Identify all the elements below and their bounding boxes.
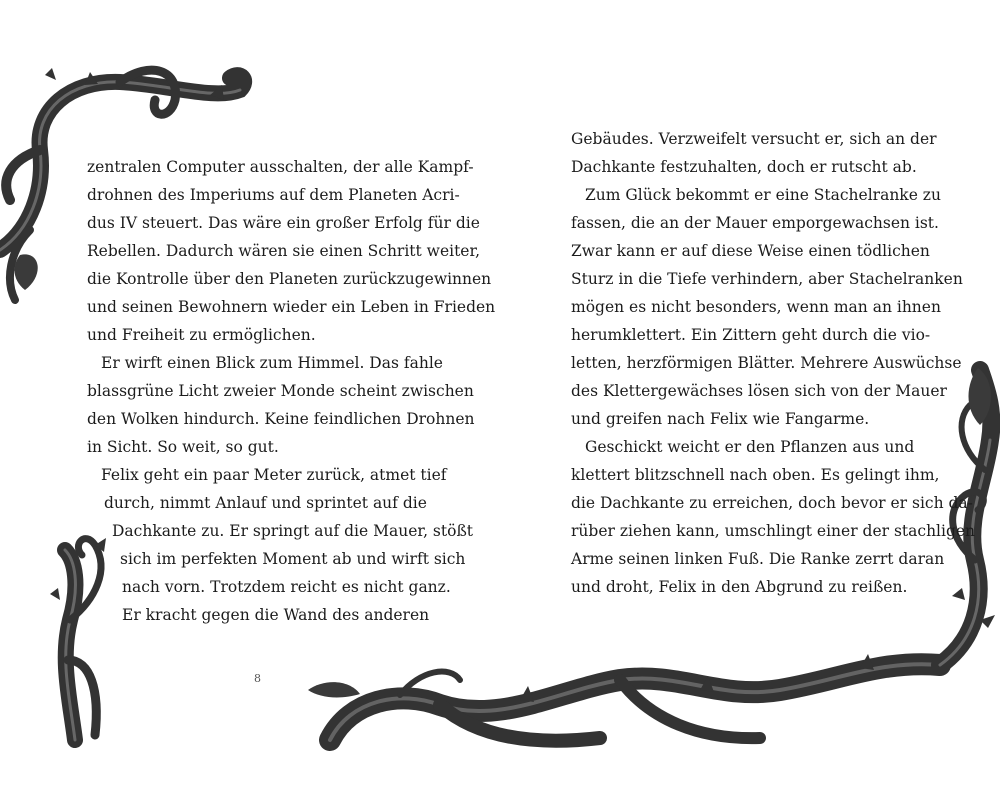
left-line-9: blassgrüne Licht zweier Monde scheint zwischen bbox=[87, 382, 474, 400]
left-line-2: drohnen des Imperiums auf dem Planeten Acri- bbox=[87, 186, 460, 204]
left-line-12: Felix geht ein paar Meter zurück, atmet tief bbox=[101, 466, 447, 484]
left-line-14: Dachkante zu. Er springt auf die Mauer, stößt bbox=[112, 522, 474, 540]
right-line-15: rüber ziehen kann, umschlingt einer der stachligen bbox=[571, 522, 976, 540]
right-line-2: Dachkante festzuhalten, doch er rutscht ab. bbox=[571, 158, 917, 176]
right-line-6: Sturz in die Tiefe verhindern, aber Stachelranken bbox=[571, 270, 963, 288]
page-number: 8 bbox=[254, 672, 261, 685]
left-line-8: Er wirft einen Blick zum Himmel. Das fahle bbox=[101, 354, 443, 372]
right-line-16: Arme seinen linken Fuß. Die Ranke zerrt daran bbox=[571, 550, 945, 568]
right-line-8: herumklettert. Ein Zittern geht durch die vio- bbox=[571, 326, 931, 344]
left-line-3: dus IV steuert. Das wäre ein großer Erfolg für die bbox=[87, 214, 480, 232]
right-line-11: und greifen nach Felix wie Fangarme. bbox=[571, 410, 870, 428]
left-line-4: Rebellen. Dadurch wären sie einen Schritt weiter, bbox=[87, 242, 481, 260]
left-line-17: Er kracht gegen die Wand des anderen bbox=[122, 606, 430, 624]
left-line-7: und Freiheit zu ermöglichen. bbox=[87, 326, 316, 344]
left-line-15: sich im perfekten Moment ab und wirft sich bbox=[120, 550, 466, 568]
right-line-9: letten, herzförmigen Blätter. Mehrere Auswüchse bbox=[571, 354, 962, 372]
left-line-5: die Kontrolle über den Planeten zurückzugewinnen bbox=[87, 270, 492, 288]
bottom-vine bbox=[308, 654, 940, 741]
right-line-13: klettert blitzschnell nach oben. Es gelingt ihm, bbox=[571, 466, 940, 484]
right-vine bbox=[940, 368, 995, 665]
bottom-left-vine bbox=[50, 538, 106, 740]
right-line-1: Gebäudes. Verzweifelt versucht er, sich an der bbox=[571, 130, 937, 148]
left-line-10: den Wolken hindurch. Keine feindlichen Drohnen bbox=[87, 410, 475, 428]
right-line-4: fassen, die an der Mauer emporgewachsen ist. bbox=[571, 214, 939, 232]
top-left-vine bbox=[0, 68, 244, 300]
right-line-5: Zwar kann er auf diese Weise einen tödlichen bbox=[571, 242, 930, 260]
right-line-7: mögen es nicht besonders, wenn man an ihnen bbox=[571, 298, 941, 316]
right-line-14: die Dachkante zu erreichen, doch bevor er sich da- bbox=[571, 494, 973, 512]
left-line-6: und seinen Bewohnern wieder ein Leben in Frieden bbox=[87, 298, 496, 316]
right-line-10: des Klettergewächses lösen sich von der Mauer bbox=[571, 382, 947, 400]
left-line-16: nach vorn. Trotzdem reicht es nicht ganz. bbox=[122, 578, 451, 596]
left-line-11: in Sicht. So weit, so gut. bbox=[87, 438, 279, 456]
left-line-13: durch, nimmt Anlauf und sprintet auf die bbox=[104, 494, 427, 512]
right-line-12: Geschickt weicht er den Pflanzen aus und bbox=[585, 438, 915, 456]
right-line-17: und droht, Felix in den Abgrund zu reißen. bbox=[571, 578, 908, 596]
right-line-3: Zum Glück bekommt er eine Stachelranke zu bbox=[585, 186, 941, 204]
left-line-1: zentralen Computer ausschalten, der alle Kampf- bbox=[87, 158, 474, 176]
